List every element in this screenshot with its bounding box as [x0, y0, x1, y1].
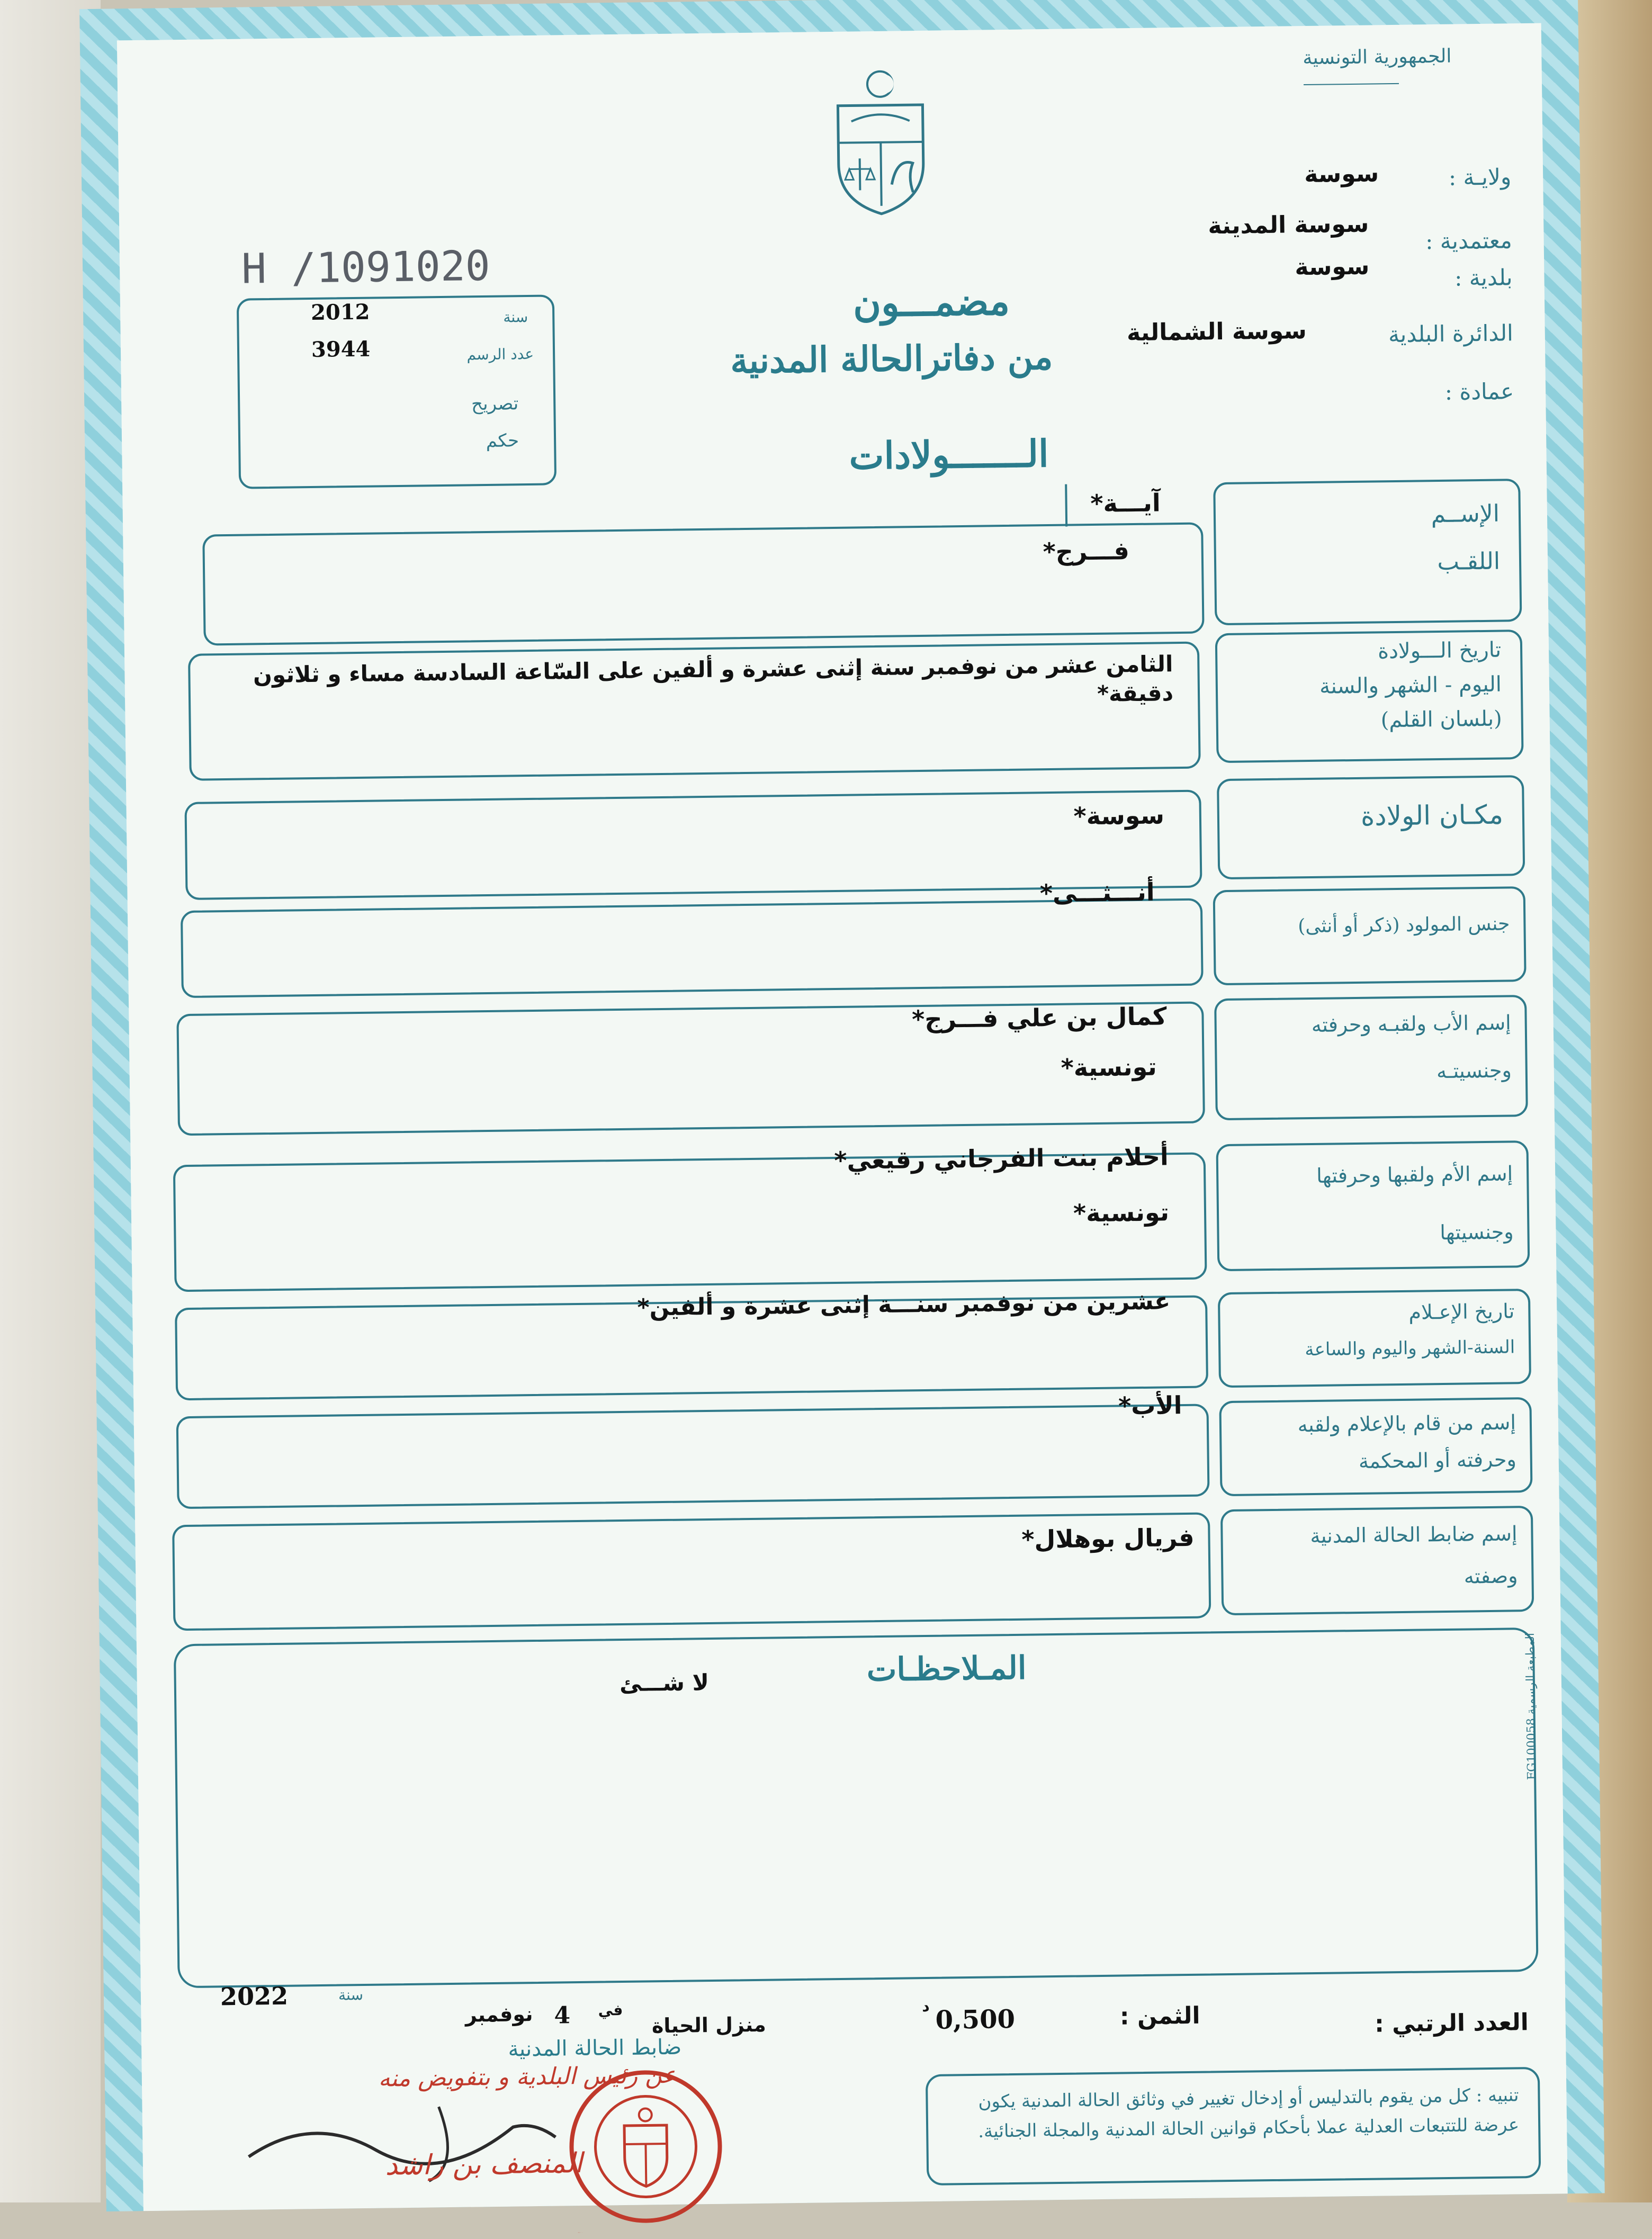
- issue-in-label: في: [598, 2001, 623, 2019]
- reg-year-label: سنة: [503, 308, 528, 326]
- title-sub: من دفاترالحالة المدنية: [730, 336, 1053, 382]
- row-sex-value-box: [181, 898, 1204, 999]
- official-stamp-icon: [565, 2066, 726, 2227]
- reg-number-label: عدد الرسم: [466, 345, 534, 364]
- issue-day: 4: [554, 2002, 571, 2029]
- price-label: الثمن :: [1119, 2002, 1200, 2030]
- issue-place: منزل الحياة: [651, 2012, 766, 2038]
- title-main: مضمـــون: [852, 278, 1010, 326]
- price-unit: د: [922, 1997, 930, 2016]
- wilaya-label: ولايـة :: [1448, 164, 1512, 191]
- printer-note: المطبعة الرسمية FG100058: [1523, 1632, 1539, 1781]
- reg-declaration-label: تصريح: [471, 393, 519, 415]
- ordinal-label: العدد الرتبي :: [1374, 2009, 1529, 2038]
- row-declaration-label-2: السنة-الشهر واليوم والساعة: [1305, 1336, 1515, 1361]
- republic-underline: [1304, 83, 1399, 85]
- serial-number: H /1091020: [241, 242, 491, 293]
- omda-label: عمادة :: [1444, 378, 1514, 405]
- row-officer-label-1: إسم ضابط الحالة المدنية: [1310, 1522, 1518, 1548]
- delegation-value: سوسة المدينة: [1208, 210, 1369, 240]
- issue-year-label: سنة: [338, 1986, 364, 2004]
- price-value: 0,500: [935, 2004, 1016, 2035]
- stamp-text: وزارة الداخلية - بلدية منزل الحياة: [578, 2232, 583, 2234]
- row-name-label-1: الإســم: [1431, 500, 1500, 528]
- row-birthdate-label-3: (بلسان القلم): [1380, 706, 1502, 733]
- father-name-value: كمال بن علي فـــرج*: [911, 1002, 1167, 1034]
- row-officer-label-2: وصفته: [1464, 1564, 1518, 1588]
- delegation-label: معتمدية :: [1425, 227, 1512, 255]
- reg-judgment-label: حكم: [486, 430, 519, 452]
- mother-nationality-value: تونسية*: [1073, 1198, 1170, 1228]
- sex-value: أنـــثـــى*: [1039, 877, 1155, 908]
- coat-of-arms-icon: [827, 62, 935, 217]
- district-value: سوسة الشمالية: [1126, 317, 1307, 347]
- declarant-value: الأب*: [1118, 1391, 1182, 1420]
- mother-name-value: أحلام بنت الفرجاني رقيعي*: [834, 1142, 1169, 1175]
- row-declarant-label-1: إسم من قام بالإعلام ولقبه: [1297, 1410, 1516, 1437]
- signature-name: المنصف بن راشد: [385, 2147, 583, 2182]
- row-father-label-2: وجنسيتـه: [1436, 1058, 1512, 1083]
- row-birthdate-label-1: تاريخ الـــولادة: [1377, 637, 1502, 664]
- row-sex-label: جنس المولود (ذكر أو أنثى): [1298, 913, 1510, 938]
- remarks-value: لا شـــئ: [619, 1669, 710, 1697]
- officer-title: ضابط الحالة المدنية: [508, 2035, 682, 2062]
- row-declaration-label-1: تاريخ الإعـلام: [1408, 1299, 1515, 1324]
- district-label: الدائرة البلدية: [1388, 320, 1514, 348]
- issue-month: نوفمبر: [465, 2002, 533, 2027]
- first-name-value: آيـــة*: [1090, 488, 1161, 518]
- document-sheet: [79, 0, 1605, 2234]
- reg-number-value: 3944: [311, 336, 371, 362]
- row-mother-label-2: وجنسيتها: [1440, 1220, 1514, 1245]
- row-birthplace-label: مكـان الولادة: [1360, 799, 1504, 832]
- municipality-label: بلدية :: [1454, 264, 1513, 291]
- warning-text: تنبيه : كل من يقوم بالتدليس أو إدخال تغيير في وثائق الحالة المدنية يكون عرضة للتتبعات العدلية عملا بأحكام قوانين الحالة المدنية والمجلة الجنائية.: [977, 2084, 1520, 2142]
- remarks-title: المـلاحظـات: [866, 1649, 1027, 1689]
- father-nationality-value: تونسية*: [1061, 1052, 1157, 1082]
- last-name-value: فـــرج*: [1043, 536, 1130, 567]
- row-birthdate-label-2: اليوم - الشهر والسنة: [1319, 672, 1502, 699]
- row-declarant-label-2: وحرفته أو المحكمة: [1358, 1447, 1517, 1473]
- document-body: [117, 23, 1568, 2234]
- reg-year-value: 2012: [310, 299, 370, 325]
- title-section: الـــــــولادات: [849, 431, 1049, 478]
- issue-year: 2022: [220, 1981, 289, 2011]
- officer-value: فريال بوهلال*: [1021, 1523, 1195, 1554]
- municipality-value: سوسة: [1295, 253, 1370, 281]
- birth-date-value: الثامن عشر من نوفمبر سنة إثنى عشرة و ألفين على السّاعة السادسة مساء و ثلاثون دقيقة*: [253, 651, 1174, 707]
- wilaya-value: سوسة: [1304, 160, 1379, 188]
- row-father-label-1: إسم الأب ولقبـه وحرفته: [1311, 1011, 1511, 1037]
- birth-place-value: سوسة*: [1073, 801, 1165, 831]
- row-mother-label-1: إسم الأم ولقبها وحرفتها: [1316, 1162, 1513, 1188]
- row-name-label-2: اللقـب: [1437, 547, 1501, 576]
- republic-label: الجمهورية التونسية: [1303, 45, 1452, 69]
- declaration-date-value: عشرين من نوفمبر سنـــة إثنى عشرة و ألفين*: [637, 1288, 1171, 1321]
- delegation-note: عن رئيس البلدية و بتفويض منه: [378, 2061, 677, 2092]
- row-mother-label-box: [1216, 1140, 1530, 1271]
